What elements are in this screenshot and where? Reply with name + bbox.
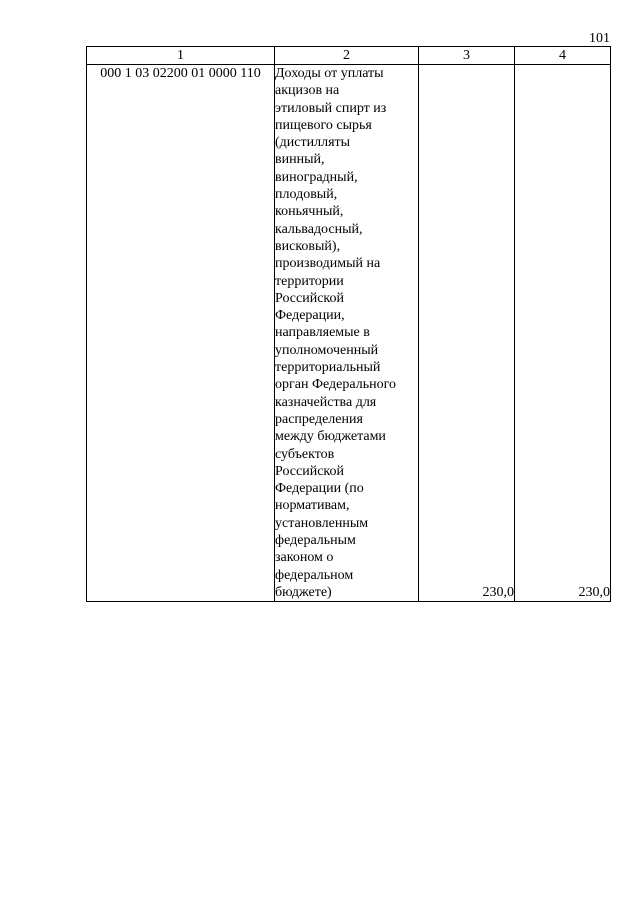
budget-table [86,46,611,602]
row-budget-code: 000 1 03 02200 01 0000 110 [87,65,275,602]
row-value-col-4: 230,0 [515,65,611,602]
table-header-row [87,47,611,65]
row-value-col-3: 230,0 [419,65,515,602]
page-number: 101 [589,31,610,46]
header-col-2: 2 [275,47,419,65]
table-row [87,65,611,602]
header-col-3: 3 [419,47,515,65]
row-income-description: Доходы от уплаты акцизов на этиловый спирт из пищевого сырья (дистилляты винный, виноградный, плодовый, коньячный, кальвадосный, висковый), производимый на территории Российской Федерации, направляемые в уполномоченный территориальный орган Федерального казначейства для распределения между бюджетами субъектов Российской Федерации (по нормативам, установленным федеральным законом о федеральном бюджете) [275,65,419,602]
header-col-4: 4 [515,47,611,65]
header-col-1: 1 [87,47,275,65]
